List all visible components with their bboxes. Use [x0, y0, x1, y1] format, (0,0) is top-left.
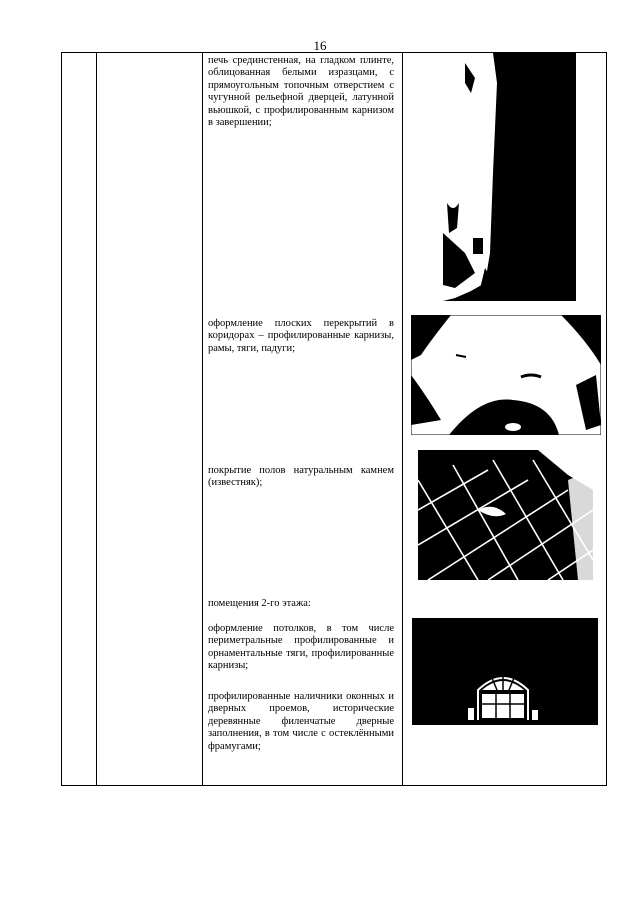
column-divider	[96, 53, 97, 785]
arched-window-photo	[412, 618, 598, 725]
stove-photo	[435, 53, 576, 301]
element-description: профилированные наличники оконных и дверных проемов, исторические деревянные филенчатые дверные заполнения, в том числе с остеклёнными фрамугами;	[208, 691, 394, 752]
element-description: помещения 2-го этажа:	[208, 598, 311, 609]
element-description: оформление плоских перекрытий в коридорах – профилированные карнизы, рамы, тяги, падуги;	[208, 318, 394, 354]
column-divider	[402, 53, 403, 785]
column-divider	[202, 53, 203, 785]
element-description: покрытие полов натуральным камнем (известняк);	[208, 465, 394, 489]
stone-floor-photo	[418, 450, 593, 580]
page-number: 16	[313, 38, 327, 53]
ceiling-cornice-photo	[411, 315, 601, 435]
element-description: оформление потолков, в том числе периметральные профилированные и орнаментальные тяги, профилированные карнизы;	[208, 623, 394, 672]
heritage-table	[61, 52, 607, 786]
element-description: печь срединстенная, на гладком плинте, облицованная белыми изразцами, с прямоугольным топочным отверстием с чугунной рельефной дверцей, латунной вьюшкой, с профилированным карнизом в завершении;	[208, 55, 394, 129]
